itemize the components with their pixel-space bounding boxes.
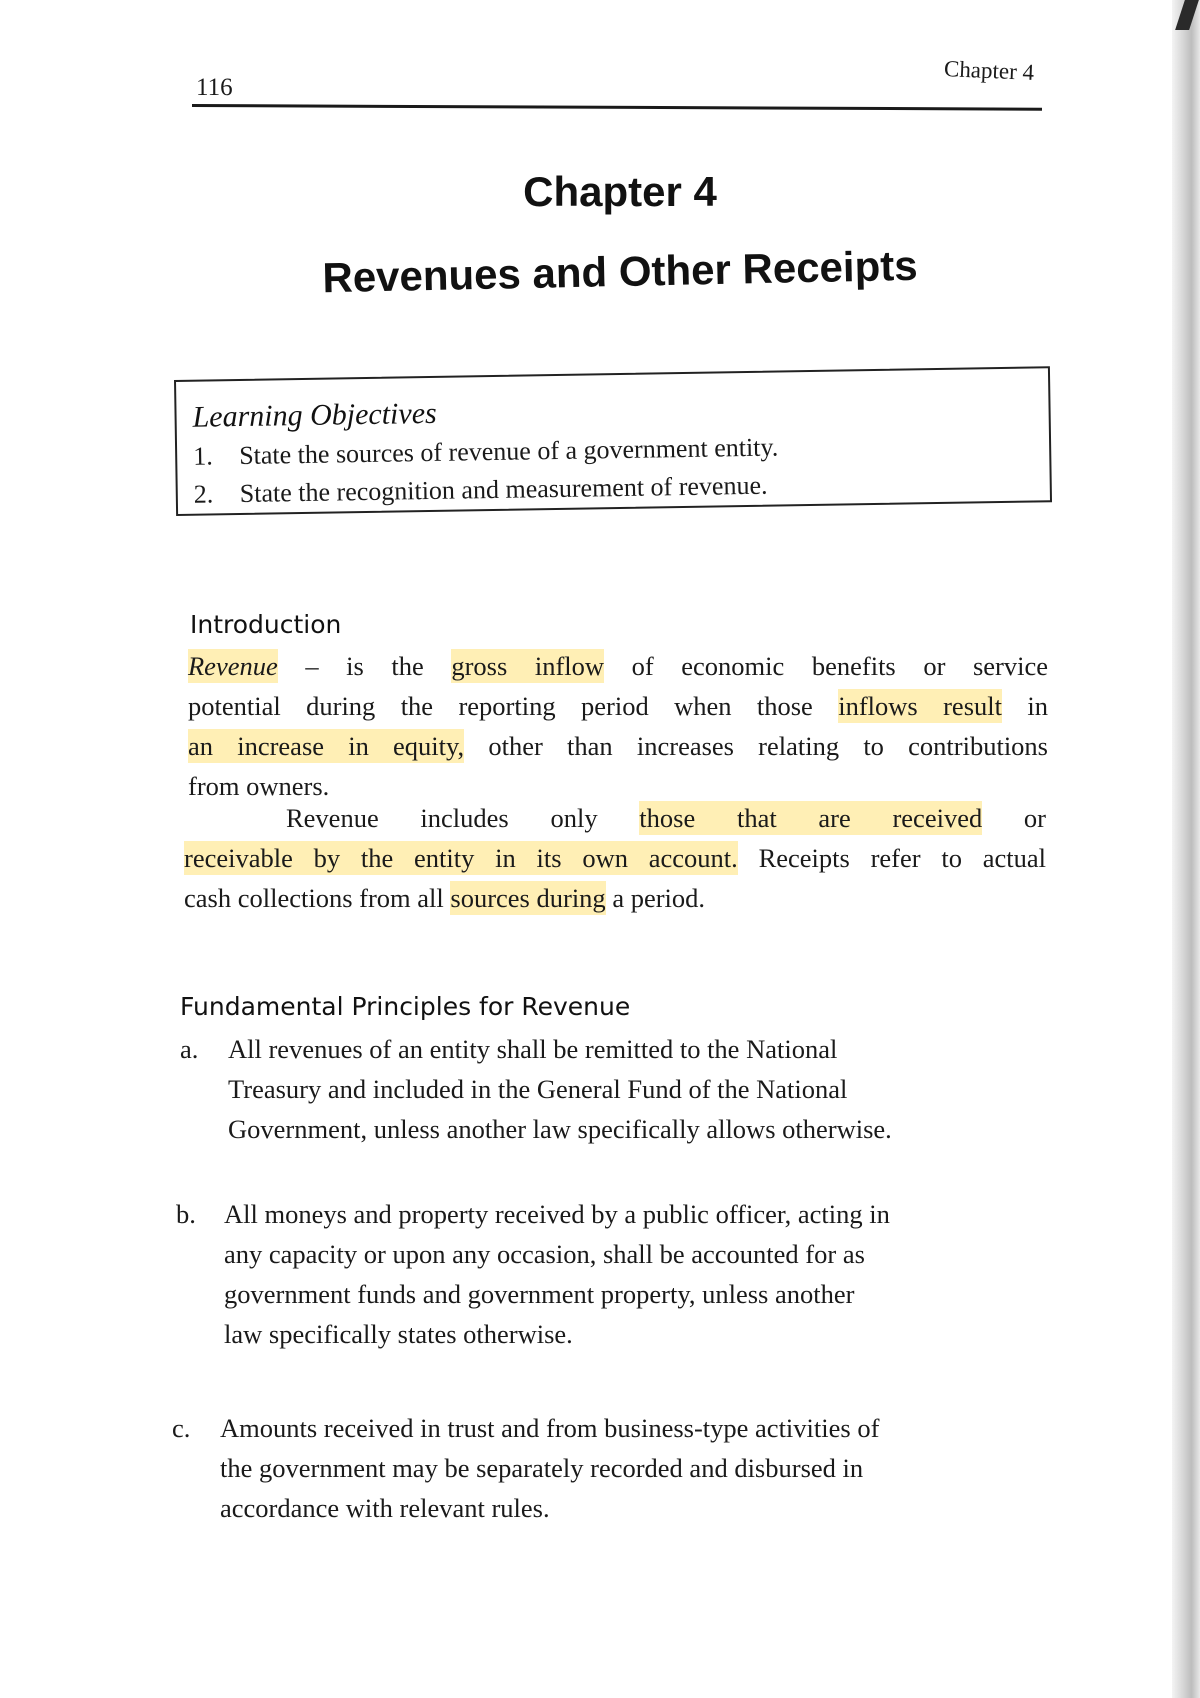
learning-objectives-heading: Learning Objectives bbox=[192, 396, 437, 434]
highlighted-text: those that are received bbox=[639, 803, 983, 833]
list-letter: a. bbox=[180, 1034, 199, 1064]
chapter-number-title: Chapter 4 bbox=[523, 168, 717, 215]
list-text bbox=[224, 1194, 1048, 1354]
highlighted-text: gross inflow bbox=[451, 651, 605, 681]
paragraph-line: cash collections from all sources during a period. bbox=[184, 883, 706, 913]
list-line: All revenues of an entity shall be remitted to the National bbox=[228, 1034, 838, 1064]
list-text bbox=[220, 1408, 1048, 1528]
principles-heading: Fundamental Principles for Revenue bbox=[180, 992, 631, 1021]
list-line: law specifically states otherwise. bbox=[224, 1319, 573, 1349]
introduction-heading: Introduction bbox=[190, 610, 342, 639]
highlighted-text: an increase in equity, bbox=[188, 731, 465, 761]
list-line: Government, unless another law specifically allows otherwise. bbox=[228, 1114, 892, 1144]
list-line: All moneys and property received by a public officer, acting in bbox=[224, 1199, 890, 1229]
running-header-title: Chapter 4 bbox=[943, 56, 1035, 85]
list-line: any capacity or upon any occasion, shall be accounted for as bbox=[224, 1239, 865, 1269]
list-text bbox=[228, 1029, 1048, 1149]
defined-term: Revenue bbox=[188, 651, 278, 681]
revenue-definition-paragraph bbox=[188, 646, 1048, 806]
page-number: 116 bbox=[196, 74, 233, 101]
header-rule bbox=[192, 104, 1042, 111]
list-line: government funds and government property, unless another bbox=[224, 1279, 855, 1309]
paragraph-line: potential during the reporting period when those inflows result in bbox=[188, 691, 1049, 721]
paragraph-line: Revenue includes only those that are received or bbox=[286, 803, 1047, 833]
list-line: Amounts received in trust and from business-type activities of bbox=[220, 1413, 880, 1443]
revenue-scope-paragraph bbox=[184, 798, 1046, 918]
list-line: the government may be separately recorded and disbursed in bbox=[220, 1453, 864, 1483]
highlighted-text: inflows result bbox=[838, 691, 1002, 721]
paragraph-line: an increase in equity, other than increases relating to contributions bbox=[188, 731, 1048, 761]
learning-objectives-box bbox=[174, 366, 1052, 516]
highlighted-text: sources during bbox=[450, 883, 606, 913]
paragraph-line: from owners. bbox=[188, 771, 330, 801]
list-line: Treasury and included in the General Fund of the National bbox=[228, 1074, 848, 1104]
paragraph-line: receivable by the entity in its own account. Receipts refer to actual bbox=[184, 843, 1046, 873]
learning-objectives-list bbox=[193, 424, 1050, 513]
objective-number: 2. bbox=[193, 479, 214, 509]
list-letter: c. bbox=[172, 1413, 191, 1443]
chapter-title: Revenues and Other Receipts bbox=[321, 241, 919, 302]
objective-number: 1. bbox=[192, 441, 213, 471]
objective-text: State the recognition and measurement of revenue. bbox=[239, 470, 768, 508]
list-line: accordance with relevant rules. bbox=[220, 1493, 550, 1523]
highlighted-text: receivable by the entity in its own account. bbox=[184, 843, 738, 873]
paragraph-line: Revenue – is the gross inflow of economic benefits or service bbox=[188, 651, 1048, 681]
objective-text: State the sources of revenue of a government entity. bbox=[238, 432, 779, 470]
list-letter: b. bbox=[176, 1199, 196, 1229]
